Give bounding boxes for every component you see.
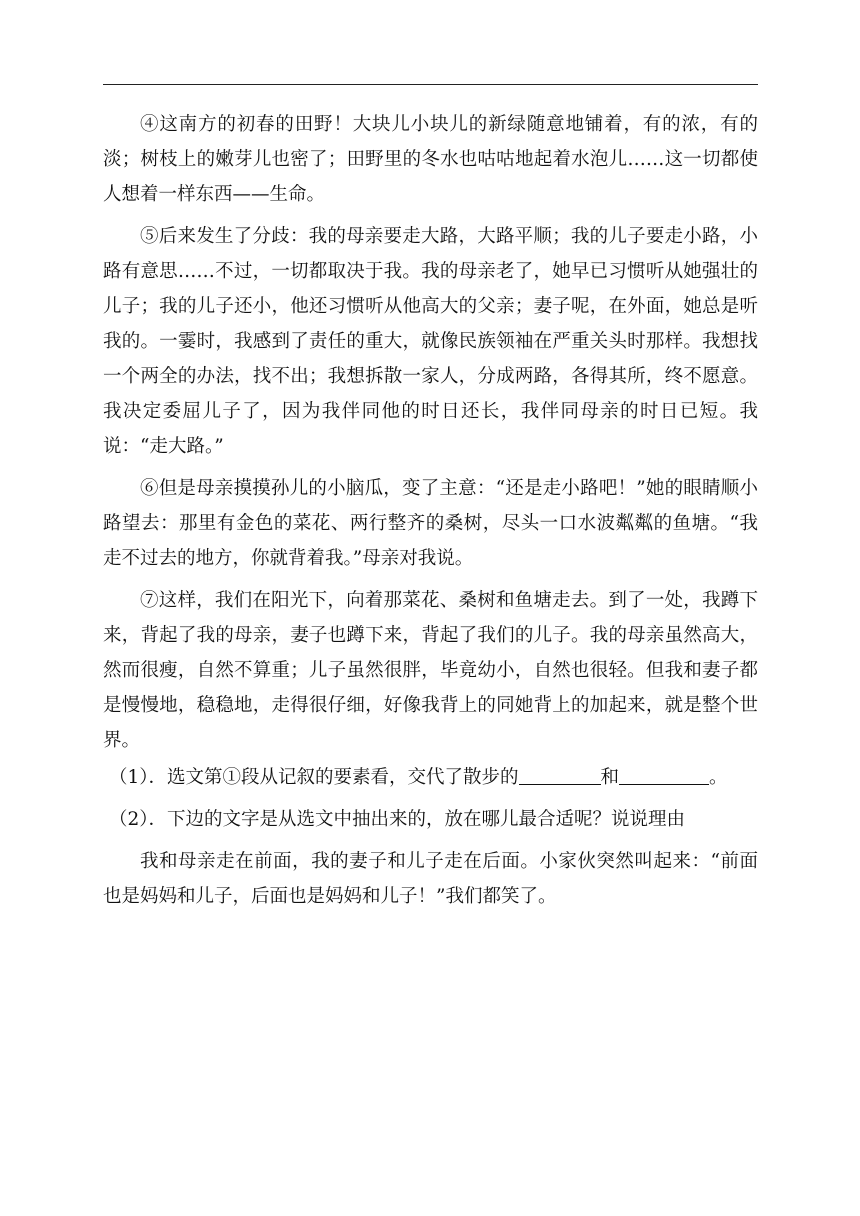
paragraph-4: ④这南方的初春的田野！大块儿小块儿的新绿随意地铺着，有的浓，有的淡；树枝上的嫩芽儿也密了；田野里的冬水也咕咕地起着水泡儿……这一切都使人想着一样东西——生命。 [103,114,758,205]
question-1-end: 。 [709,767,728,788]
paragraph-6: ⑥但是母亲摸摸孙儿的小脑瓜，变了主意：“还是走小路吧！”她的眼睛顺小路望去：那里有金色的菜花、两行整齐的桑树，尽头一口水波粼粼的鱼塘。“我走不过去的地方，你就背着我。”母亲对我说。 [103,478,758,569]
reading-passage [103,107,758,914]
excerpt-text: 我和母亲走在前面，我的妻子和儿子走在后面。小家伙突然叫起来：“前面也是妈妈和儿子，后面也是妈妈和儿子！”我们都笑了。 [103,851,758,907]
header-rule [103,84,758,85]
question-2: （2）．下边的文字是从选文中抽出来的，放在哪儿最合适呢？说说理由 [109,809,686,830]
answer-blank-1[interactable] [519,766,601,786]
question-1 [109,760,758,795]
answer-blank-2[interactable] [619,766,709,786]
paragraph-7: ⑦这样，我们在阳光下，向着那菜花、桑树和鱼塘走去。到了一处，我蹲下来，背起了我的母亲，妻子也蹲下来，背起了我们的儿子。我的母亲虽然高大，然而很瘦，自然不算重；儿子虽然很胖，毕竟幼小，自然也很轻。但我和妻子都是慢慢地，稳稳地，走得很仔细，好像我背上的同她背上的加起来，就是整个世界。 [103,590,758,751]
question-1-text: （1）．选文第①段从记叙的要素看，交代了散步的 [109,767,519,788]
question-1-conjunction: 和 [600,767,620,788]
paragraph-5: ⑤后来发生了分歧：我的母亲要走大路，大路平顺；我的儿子要走小路，小路有意思……不过，一切都取决于我。我的母亲老了，她早已习惯听从她强壮的儿子；我的儿子还小，他还习惯听从他高大的父亲；妻子呢，在外面，她总是听我的。一霎时，我感到了责任的重大，就像民族领袖在严重关头时那样。我想找一个两全的办法，找不出；我想拆散一家人，分成两路，各得其所，终不愿意。我决定委屈儿子了，因为我伴同他的时日还长，我伴同母亲的时日已短。我说：“走大路。” [103,226,758,457]
